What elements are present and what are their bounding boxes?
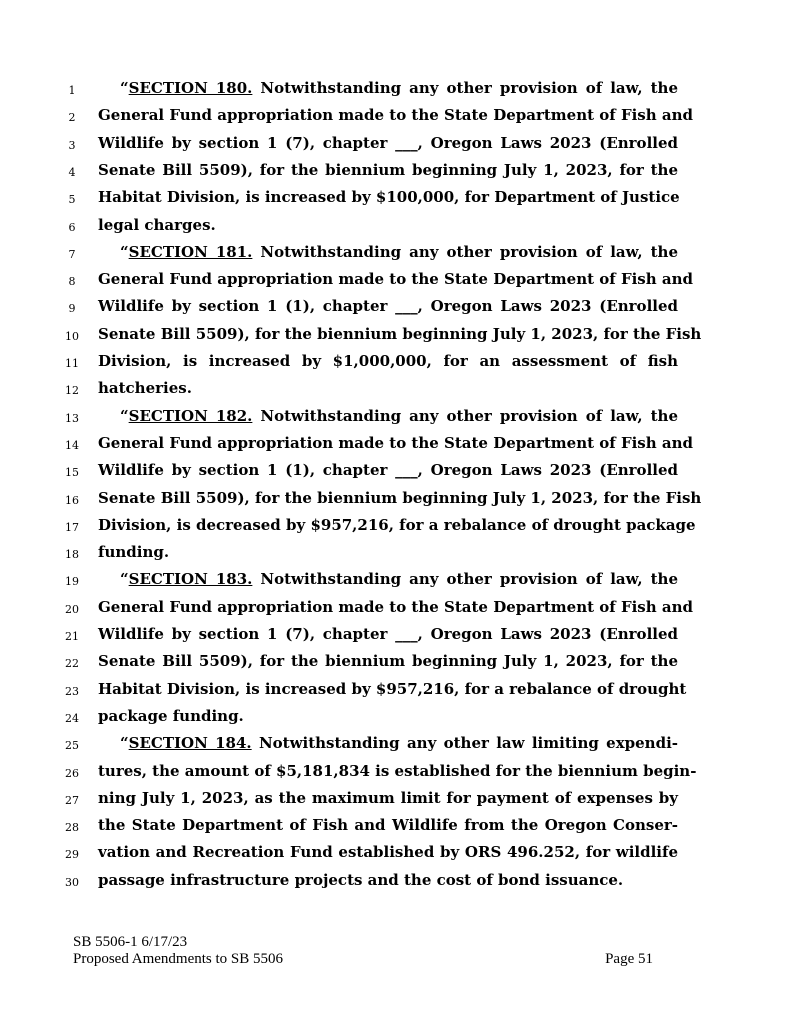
line-number: 13	[65, 411, 79, 425]
line-number: 5	[68, 193, 76, 207]
footer-page-number: Page 51	[605, 951, 653, 967]
line-text	[98, 212, 678, 239]
document-line	[0, 867, 800, 894]
open-quote: “	[120, 734, 129, 753]
line-text	[98, 485, 702, 512]
line-number: 8	[68, 275, 76, 289]
document-line	[0, 512, 800, 539]
line-body: funding.	[98, 543, 170, 562]
document-line	[0, 703, 800, 730]
line-number: 20	[65, 602, 79, 616]
document-line	[0, 375, 800, 402]
document-line	[0, 403, 800, 430]
line-text	[98, 594, 693, 621]
line-body: General Fund appropriation made to the State Department of Fish and	[98, 597, 693, 616]
footer-title: Proposed Amendments to SB 5506	[73, 951, 284, 967]
line-text	[98, 512, 696, 539]
line-text	[98, 621, 678, 648]
line-text	[98, 676, 687, 703]
line-number: 12	[65, 384, 79, 398]
line-text	[98, 266, 693, 293]
document-line	[0, 184, 800, 211]
line-text	[98, 812, 678, 839]
line-number: 4	[68, 165, 76, 179]
document-line	[0, 758, 800, 785]
line-body: hatcheries.	[98, 379, 192, 398]
document-line	[0, 566, 800, 593]
section-heading: SECTION 180.	[128, 79, 253, 97]
line-body: General Fund appropriation made to the State Department of Fish and	[98, 433, 693, 452]
line-text	[98, 157, 678, 184]
line-number: 18	[65, 548, 79, 562]
document-line	[0, 457, 800, 484]
line-body: tures, the amount of $5,181,834 is established for the biennium begin-	[98, 761, 697, 780]
line-text	[98, 130, 678, 157]
line-text	[98, 184, 678, 211]
line-body: Notwithstanding any other law limiting expendi-	[251, 734, 678, 753]
line-number: 27	[65, 793, 79, 807]
line-text	[98, 321, 702, 348]
footer-bill-id: SB 5506-1 6/17/23	[73, 934, 188, 950]
line-number: 30	[65, 875, 79, 889]
line-number: 17	[65, 520, 79, 534]
document-line	[0, 321, 800, 348]
document-line	[0, 485, 800, 512]
document-line	[0, 293, 800, 320]
line-number: 14	[65, 438, 79, 452]
open-quote: “	[120, 406, 129, 425]
line-body: Division, is increased by $1,000,000, for an assessment of fish	[98, 352, 678, 370]
line-text	[98, 785, 678, 812]
line-number: 2	[68, 111, 76, 125]
line-body: passage infrastructure projects and the cost of bond issuance.	[98, 870, 624, 889]
line-body: vation and Recreation Fund established by ORS 496.252, for wildlife	[98, 843, 678, 862]
line-body: Habitat Division, is increased by $100,000, for Department of Justice	[98, 188, 680, 207]
line-body: Notwithstanding any other provision of law, the	[252, 79, 678, 97]
line-body: Division, is decreased by $957,216, for a rebalance of drought package	[98, 515, 696, 534]
line-body: Habitat Division, is increased by $957,216, for a rebalance of drought	[98, 679, 687, 698]
document-line	[0, 730, 800, 757]
document-line	[0, 839, 800, 866]
line-text	[120, 403, 678, 430]
document-line	[0, 430, 800, 457]
document-line	[0, 594, 800, 621]
line-number: 3	[68, 138, 76, 152]
line-body: Senate Bill 5509), for the biennium beginning July 1, 2023, for the	[98, 652, 678, 671]
page-footer	[73, 934, 653, 968]
line-body: Senate Bill 5509), for the biennium beginning July 1, 2023, for the	[98, 160, 678, 179]
line-number: 26	[65, 766, 79, 780]
document-line	[0, 648, 800, 675]
line-number: 9	[68, 302, 76, 316]
document-line	[0, 348, 800, 375]
line-number: 7	[68, 247, 76, 261]
document-line	[0, 212, 800, 239]
line-text	[98, 648, 678, 675]
line-number: 10	[65, 329, 79, 343]
document-line	[0, 157, 800, 184]
document-line	[0, 239, 800, 266]
document-line	[0, 266, 800, 293]
line-body: General Fund appropriation made to the State Department of Fish and	[98, 270, 693, 289]
open-quote: “	[120, 242, 129, 261]
line-body: Wildlife by section 1 (1), chapter ___, Oregon Laws 2023 (Enrolled	[98, 297, 678, 316]
line-body: package funding.	[98, 706, 244, 725]
line-body: Wildlife by section 1 (7), chapter ___, Oregon Laws 2023 (Enrolled	[98, 133, 678, 152]
line-body: Notwithstanding any other provision of law, the	[252, 570, 678, 589]
line-text	[98, 703, 678, 730]
line-text	[98, 539, 678, 566]
line-body: Wildlife by section 1 (7), chapter ___, Oregon Laws 2023 (Enrolled	[98, 625, 678, 643]
line-number: 23	[65, 684, 79, 698]
line-text	[98, 348, 678, 375]
line-body: the State Department of Fish and Wildlife from the Oregon Conser-	[98, 816, 678, 835]
line-text	[120, 566, 678, 593]
line-body: Wildlife by section 1 (1), chapter ___, Oregon Laws 2023 (Enrolled	[98, 461, 678, 480]
line-number: 22	[65, 657, 79, 671]
section-heading: SECTION 184.	[128, 734, 252, 753]
line-body: ning July 1, 2023, as the maximum limit for payment of expenses by	[98, 788, 678, 807]
line-number: 24	[65, 711, 79, 725]
document-line	[0, 676, 800, 703]
line-text	[98, 758, 697, 785]
line-text	[98, 102, 693, 129]
open-quote: “	[120, 79, 129, 97]
line-number: 15	[65, 466, 79, 480]
line-text	[98, 839, 678, 866]
line-number: 28	[65, 821, 79, 835]
section-heading: SECTION 183.	[128, 570, 253, 589]
line-text	[98, 457, 678, 484]
open-quote: “	[120, 570, 129, 589]
line-body: General Fund appropriation made to the State Department of Fish and	[98, 106, 693, 125]
line-body: Notwithstanding any other provision of law, the	[252, 242, 678, 261]
document-line	[0, 102, 800, 129]
document-line	[0, 75, 800, 102]
line-body: Senate Bill 5509), for the biennium beginning July 1, 2023, for the Fish	[98, 488, 702, 507]
line-number: 11	[65, 357, 79, 370]
section-heading: SECTION 181.	[128, 242, 253, 261]
document-line	[0, 785, 800, 812]
document-line	[0, 130, 800, 157]
line-text	[98, 293, 678, 320]
line-body: Notwithstanding any other provision of law, the	[252, 406, 678, 425]
line-text	[98, 375, 678, 402]
line-text	[98, 867, 678, 894]
document-line	[0, 812, 800, 839]
line-text	[98, 430, 693, 457]
line-body: Senate Bill 5509), for the biennium beginning July 1, 2023, for the Fish	[98, 324, 702, 343]
line-number: 6	[68, 220, 76, 234]
line-text	[120, 75, 678, 102]
line-number: 25	[65, 739, 79, 753]
line-text	[120, 730, 678, 757]
line-number: 1	[68, 84, 76, 97]
line-text	[120, 239, 678, 266]
line-number: 29	[65, 848, 79, 862]
line-number: 16	[65, 493, 79, 507]
line-number: 19	[65, 575, 79, 589]
document-line	[0, 539, 800, 566]
line-body: legal charges.	[98, 215, 216, 234]
line-number: 21	[65, 630, 79, 643]
section-heading: SECTION 182.	[128, 406, 253, 425]
document-line	[0, 621, 800, 648]
